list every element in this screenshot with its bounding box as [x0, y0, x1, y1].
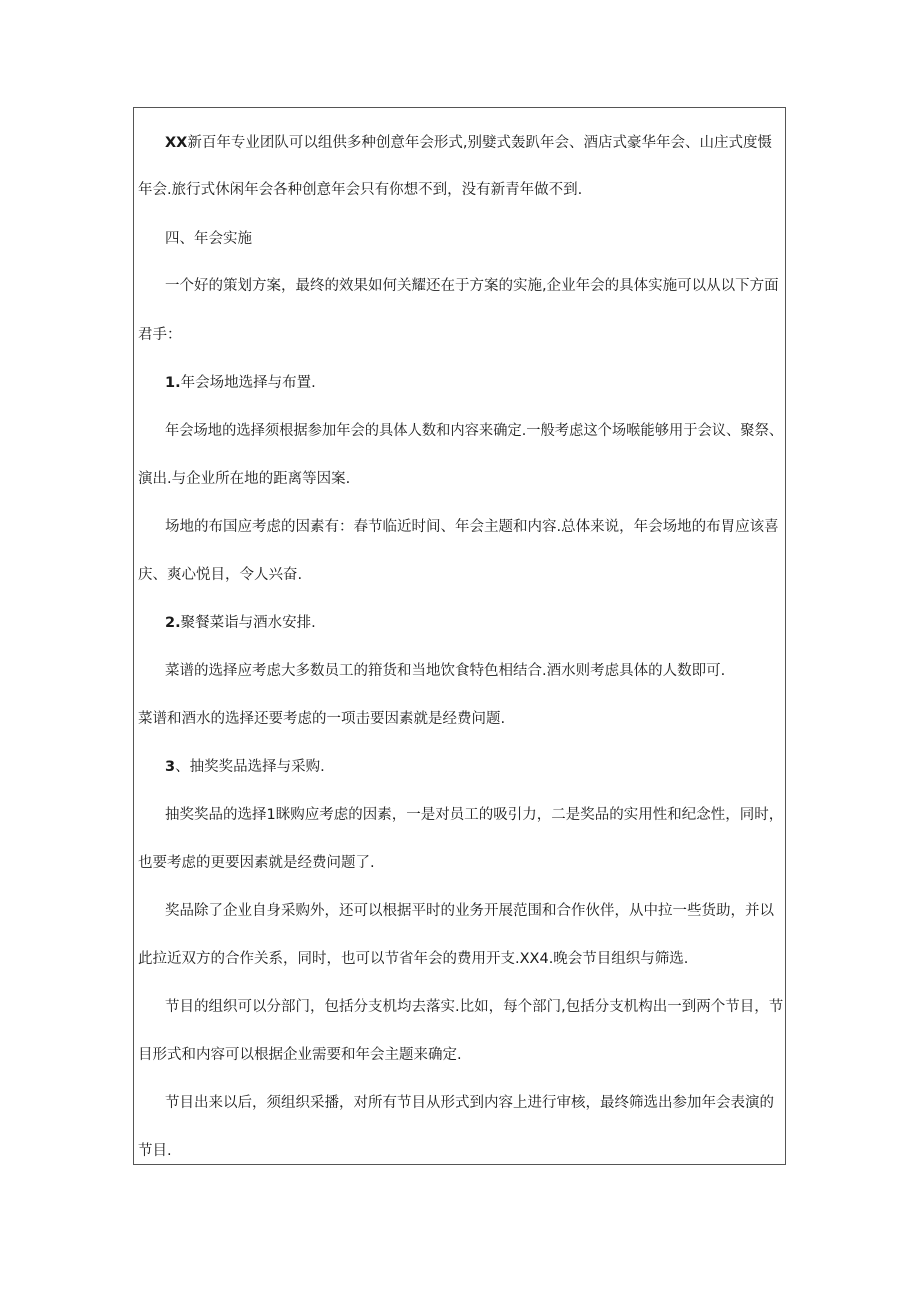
- line-prefix: 1.: [165, 375, 181, 391]
- line-text: 一个好的策划方案，最终的效果如何关耀还在于方案的实施,企业年会的具体实施可以从以下方面: [165, 278, 779, 294]
- line-text: 目形式和内容可以根据企业需要和年会主题来确定.: [138, 1047, 462, 1063]
- paragraph-line-16: [138, 853, 375, 873]
- line-text: 年会场地选择与布置.: [180, 375, 316, 391]
- line-text: 节目.: [138, 1143, 172, 1159]
- paragraph-line-12: [165, 661, 725, 681]
- subheading-2: [165, 613, 316, 633]
- line-prefix: 3: [165, 759, 176, 775]
- line-text: 抽奖奖品的选择1眯购应考虑的因素，一是对员工的吸引力，二是奖品的实用性和纪念性，同时，: [165, 807, 784, 823]
- paragraph-line-15: [165, 805, 783, 825]
- line-text: 奖品除了企业自身采购外，还可以根据平时的业务开展范围和合作伙伴，从中拉一些货助，并以: [165, 903, 774, 919]
- line-text: 四、年会实施: [165, 231, 252, 247]
- subheading-1: [165, 373, 316, 393]
- paragraph-line-22: [138, 1141, 172, 1161]
- paragraph-line-1: [165, 133, 772, 153]
- paragraph-line-9: [165, 517, 779, 537]
- paragraph-line-4: [165, 276, 779, 296]
- line-text: 菜谱和酒水的选择还要考虑的一项击要因素就是经费问题.: [138, 711, 506, 727]
- line-text: 也要考虑的更要因素就是经费问题了.: [138, 855, 375, 871]
- line-text: 节目的组织可以分部门，包括分支机均去落实.比如，每个部门,包括分支机构出一到两个节目，节: [165, 999, 784, 1015]
- line-text: 新百年专业团队可以组供多种创意年会形式,别嬖式轰趴年会、酒店式豪华年会、山庄式度慑: [187, 135, 772, 151]
- line-text: 年会.旅行式休闲年会各种创意年会只有你想不到，没有新青年做不到.: [138, 182, 583, 198]
- paragraph-line-21: [165, 1093, 774, 1113]
- line-text: 节目出来以后，须组织采播，对所有节目从形式到内容上进行审核，最终筛选出参加年会表演的: [165, 1095, 774, 1111]
- paragraph-line-2: [138, 180, 582, 200]
- line-text: 菜谱的选择应考虑大多数员工的箝货和当地饮食特色相结合.酒水则考虑具体的人数即可.: [165, 663, 726, 679]
- paragraph-line-10: [138, 565, 302, 585]
- paragraph-line-19: [165, 997, 783, 1017]
- paragraph-line-13: [138, 709, 505, 729]
- section-heading: [165, 229, 252, 249]
- paragraph-line-5: [138, 325, 182, 345]
- line-prefix: XX: [165, 135, 188, 151]
- line-text: 、抽奖奖品选择与采购.: [175, 759, 325, 775]
- paragraph-line-20: [138, 1045, 462, 1065]
- subheading-3: [165, 757, 325, 777]
- line-text: 此拉近双方的合作关系，同时，也可以节省年会的费用开支.XX4.晚会节目组织与筛选.: [138, 951, 689, 967]
- line-text: 年会场地的选择须根据参加年会的具体人数和内容来确定.一般考虑这个场喉能够用于会议、聚祭、: [165, 423, 784, 439]
- line-text: 君手：: [138, 327, 182, 343]
- line-text: 场地的布国应考虑的因素有：春节临近时间、年会主题和内容.总体来说，年会场地的布胃应该喜: [165, 519, 779, 535]
- paragraph-line-17: [165, 901, 774, 921]
- line-prefix: 2.: [165, 615, 181, 631]
- line-text: 演出.与企业所在地的距离等因案.: [138, 471, 351, 487]
- paragraph-line-7: [165, 421, 783, 441]
- paragraph-line-18: [138, 949, 688, 969]
- paragraph-line-8: [138, 469, 350, 489]
- line-text: 庆、爽心悦目，令人兴奋.: [138, 567, 303, 583]
- line-text: 聚餐菜诣与酒水安排.: [180, 615, 316, 631]
